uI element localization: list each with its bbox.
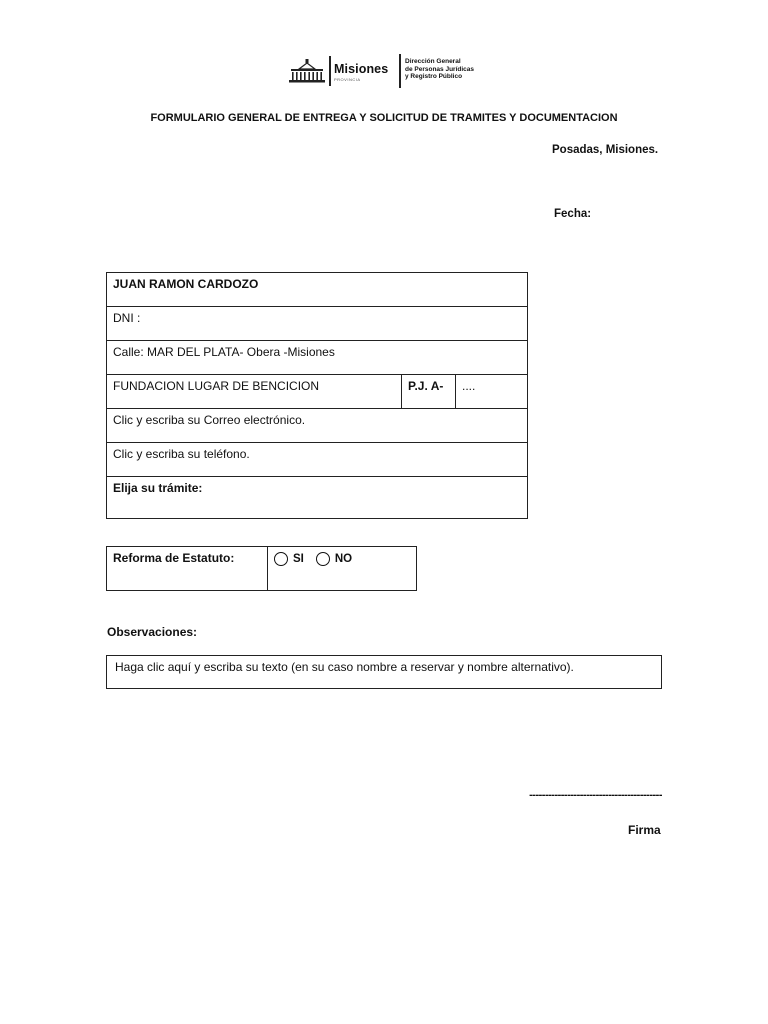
- reform-table: [106, 546, 417, 591]
- procedure-dropdown[interactable]: Elija su trámite:: [107, 477, 528, 519]
- name-field[interactable]: JUAN RAMON CARDOZO: [107, 273, 528, 307]
- directorate-name: Dirección General de Personas Jurídicas y Registro Público: [405, 58, 475, 80]
- reform-label: Reforma de Estatuto:: [107, 547, 268, 591]
- brand-subtitle: PROVINCIA: [334, 77, 361, 82]
- form-title: FORMULARIO GENERAL DE ENTREGA Y SOLICITUD DE TRAMITES Y DOCUMENTACION: [150, 112, 618, 124]
- email-field[interactable]: Clic y escriba su Correo electrónico.: [107, 409, 528, 443]
- radio-circle-icon: [316, 552, 330, 566]
- logo-divider: [399, 54, 401, 88]
- government-building-icon: [287, 58, 327, 84]
- brand-name: Misiones: [334, 62, 389, 76]
- header-logo: [287, 54, 487, 88]
- applicant-table: [106, 272, 528, 519]
- radio-no[interactable]: NO: [316, 551, 364, 565]
- place-text: Posadas, Misiones.: [552, 144, 659, 156]
- radio-yes[interactable]: SI: [274, 551, 316, 565]
- signature-label: Firma: [628, 823, 661, 837]
- entity-field[interactable]: FUNDACION LUGAR DE BENCICION: [107, 375, 402, 409]
- dni-field[interactable]: DNI :: [107, 307, 528, 341]
- observations-field[interactable]: Haga clic aquí y escriba su texto (en su caso nombre a reservar y nombre alternativo).: [107, 656, 662, 689]
- observations-label: Observaciones:: [107, 625, 198, 639]
- pj-label: P.J. A-: [402, 375, 456, 409]
- date-label: Fecha:: [554, 208, 592, 220]
- reform-options: [268, 547, 417, 591]
- logo-divider: [329, 56, 331, 86]
- radio-circle-icon: [274, 552, 288, 566]
- pj-field[interactable]: ....: [456, 375, 528, 409]
- phone-field[interactable]: Clic y escriba su teléfono.: [107, 443, 528, 477]
- observations-table: [106, 655, 662, 689]
- signature-line: ------------------------------------------: [529, 789, 662, 801]
- address-field[interactable]: Calle: MAR DEL PLATA- Obera -Misiones: [107, 341, 528, 375]
